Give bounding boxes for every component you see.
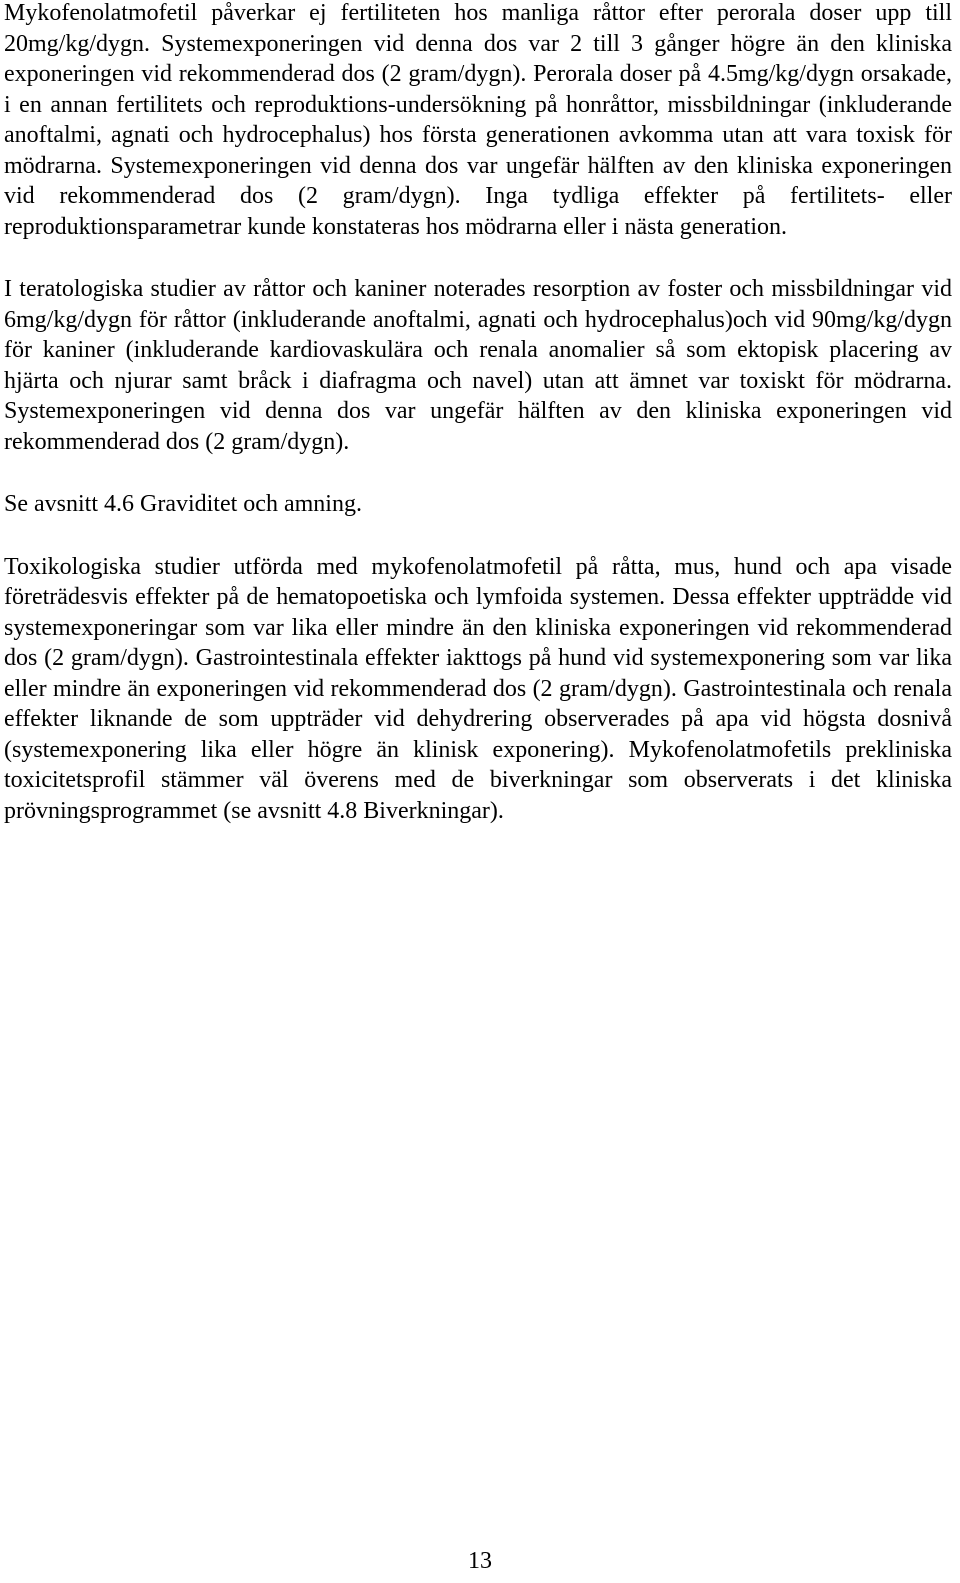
paragraph-toxicology: Toxikologiska studier utförda med mykofenolatmofetil på råtta, mus, hund och apa visade företrädesvis effekter på de hematopoetiska och lymfoida systemen. Dessa effekter uppträdde vid systemexponeringar som var lika eller mindre än den kliniska exponeringen vid rekommenderad dos (2 gram/dygn). Gastrointestinala effekter iakttogs på hund vid systemexponering som var lika eller mindre än exponeringen vid rekommenderad dos (2 gram/dygn). Gastrointestinala och renala effekter liknande de som uppträder vid dehydrering observerades på apa vid högsta dosnivå (systemexponering lika eller högre än klinisk exponering). Mykofenolatmofetils prekliniska toxicitetsprofil stämmer väl överens med de biverkningar som observerats i det kliniska prövningsprogrammet (se avsnitt 4.8 Biverkningar).: [4, 553, 952, 824]
paragraph-cross-reference: Se avsnitt 4.6 Graviditet och amning.: [4, 491, 362, 517]
paragraph-teratology: I teratologiska studier av råttor och kaniner noterades resorption av foster och missbildningar vid 6mg/kg/dygn för råttor (inkluderande anoftalmi, agnati och hydrocephalus)och vid 90mg/kg/dygn för kaniner (inkluderande kardiovaskulära och renala anomalier så som ektopisk placering av hjärta och njurar samt bråck i diafragma och navel) utan att ämnet var toxiskt för mödrarna. Systemexponeringen vid denna dos var ungefär hälften av den kliniska exponeringen vid rekommenderad dos (2 gram/dygn).: [4, 276, 952, 455]
document-page: [4, 0, 952, 826]
paragraph-spacer: [4, 520, 952, 552]
paragraph-fertility: Mykofenolatmofetil påverkar ej fertiliteten hos manliga råttor efter perorala doser upp till 20mg/kg/dygn. Systemexponeringen vid denna dos var 2 till 3 gånger högre än den kliniska exponeringen vid rekommenderad dos (2 gram/dygn). Perorala doser på 4.5mg/kg/dygn orsakade, i en annan fertilitets och reproduktions-undersökning på honråttor, missbildningar (inkluderande anoftalmi, agnati och hydrocephalus) hos första generationen avkomma utan att vara toxisk för mödrarna. Systemexponeringen vid denna dos var ungefär hälften av den kliniska exponeringen vid rekommenderad dos (2 gram/dygn). Inga tydliga effekter på fertilitets- eller reproduktionsparametrar kunde konstateras hos mödrarna eller i nästa generation.: [4, 0, 952, 240]
paragraph-spacer: [4, 457, 952, 489]
paragraph-spacer: [4, 242, 952, 274]
page-number: 13: [468, 1548, 492, 1574]
